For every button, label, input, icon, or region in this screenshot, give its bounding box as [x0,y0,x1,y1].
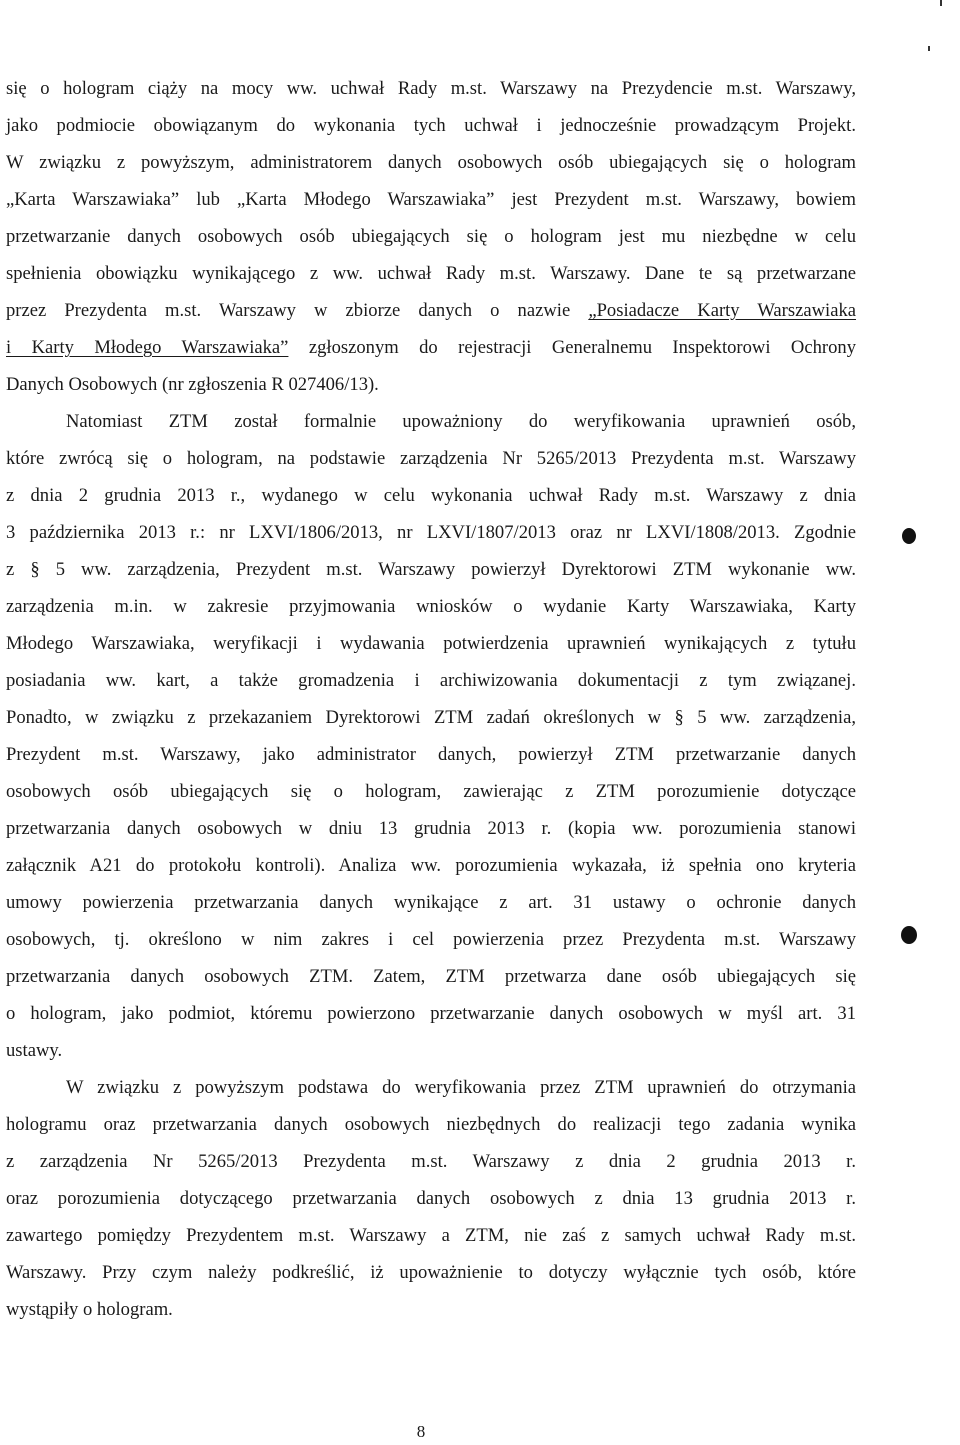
text-line: osobowych, tj. określono w nim zakres i cel powierzenia przez Prezydenta m.st. Warszawy [6,929,856,950]
text-line: ustawy. [6,1040,63,1061]
text-line: „Karta Warszawiaka” lub „Karta Młodego Warszawiaka” jest Prezydent m.st. Warszawy, bowiem [6,189,856,210]
text-fragment: przez Prezydenta m.st. Warszawy w zbiorze danych o nazwie [6,300,571,321]
text-line: spełnienia obowiązku wynikającego z ww. uchwał Rady m.st. Warszawy. Dane te są przetwarzane [6,263,856,284]
text-line: Prezydent m.st. Warszawy, jako administrator danych, powierzył ZTM przetwarzanie danych [6,744,856,765]
text-line: Warszawy. Przy czym należy podkreślić, iż upoważnienie to dotyczy wyłącznie tych osób, które [6,1262,856,1283]
text-line: z § 5 ww. zarządzenia, Prezydent m.st. Warszawy powierzył Dyrektorowi ZTM wykonanie ww. [6,559,856,580]
text-line: W związku z powyższym, administratorem danych osobowych osób ubiegających się o hologram [6,152,856,173]
text-line: Danych Osobowych (nr zgłoszenia R 027406/13). [6,374,379,395]
text-line: Ponadto, w związku z przekazaniem Dyrektorowi ZTM zadań określonych w § 5 ww. zarządzenia, [6,707,856,728]
text-line: które zwrócą się o hologram, na podstawie zarządzenia Nr 5265/2013 Prezydenta m.st. Warszawy [6,448,856,469]
scan-mark-icon [901,926,917,944]
text-line: przetwarzanie danych osobowych osób ubiegających się o hologram jest mu niezbędne w celu [6,226,856,247]
paragraph-first-line: Natomiast ZTM został formalnie upoważniony do weryfikowania uprawnień osób, [66,411,856,432]
text-line: się o hologram ciąży na mocy ww. uchwał Rady m.st. Warszawy na Prezydencie m.st. Warszawy, [6,78,856,99]
text-line: z dnia 2 grudnia 2013 r., wydanego w celu wykonania uchwał Rady m.st. Warszawy z dnia [6,485,856,506]
page-number: 8 [416,1422,426,1441]
text-line: oraz porozumienia dotyczącego przetwarzania danych osobowych z dnia 13 grudnia 2013 r. [6,1188,856,1209]
text-line: załącznik A21 do protokołu kontroli). Analiza ww. porozumienia wykazała, iż spełnia ono kryteria [6,855,856,876]
text-line: posiadania ww. kart, a także gromadzenia i archiwizowania dokumentacji z tym związanej. [6,670,856,691]
dataset-name: i Karty Młodego Warszawiaka” [6,337,289,358]
dataset-name: „Posiadacze Karty Warszawiaka [588,300,857,321]
text-line: zarządzenia m.in. w zakresie przyjmowania wniosków o wydanie Karty Warszawiaka, Karty [6,596,856,617]
text-line: wystąpiły o hologram. [6,1299,173,1320]
text-line: hologramu oraz przetwarzania danych osobowych niezbędnych do realizacji tego zadania wynika [6,1114,856,1135]
text-line: osobowych osób ubiegających się o hologram, zawierając z ZTM porozumienie dotyczące [6,781,856,802]
text-line: zawartego pomiędzy Prezydentem m.st. Warszawy a ZTM, nie zaś z samych uchwał Rady m.st. [6,1225,856,1246]
text-line: 3 października 2013 r.: nr LXVI/1806/2013, nr LXVI/1807/2013 oraz nr LXVI/1808/2013. Zgodnie [6,522,856,543]
text-line [6,301,856,321]
text-fragment: zgłoszonym do rejestracji Generalnemu Inspektorowi Ochrony [308,337,856,358]
text-line: przetwarzania danych osobowych w dniu 13 grudnia 2013 r. (kopia ww. porozumienia stanowi [6,818,856,839]
scan-speck-icon [940,0,942,6]
paragraph-first-line: W związku z powyższym podstawa do weryfikowania przez ZTM uprawnień do otrzymania [66,1077,856,1098]
text-line: przetwarzania danych osobowych ZTM. Zatem, ZTM przetwarza dane osób ubiegających się [6,966,856,987]
scan-speck-icon [928,46,930,51]
text-line [6,338,856,358]
text-line: z zarządzenia Nr 5265/2013 Prezydenta m.st. Warszawy z dnia 2 grudnia 2013 r. [6,1151,856,1172]
text-line: Młodego Warszawiaka, weryfikacji i wydawania potwierdzenia uprawnień wynikających z tytułu [6,633,856,654]
text-line: umowy powierzenia przetwarzania danych wynikające z art. 31 ustawy o ochronie danych [6,892,856,913]
text-line: o hologram, jako podmiot, któremu powierzono przetwarzanie danych osobowych w myśl art. 31 [6,1003,856,1024]
scan-mark-icon [902,528,916,544]
text-line: jako podmiocie obowiązanym do wykonania tych uchwał i jednocześnie prowadzącym Projekt. [6,115,856,136]
